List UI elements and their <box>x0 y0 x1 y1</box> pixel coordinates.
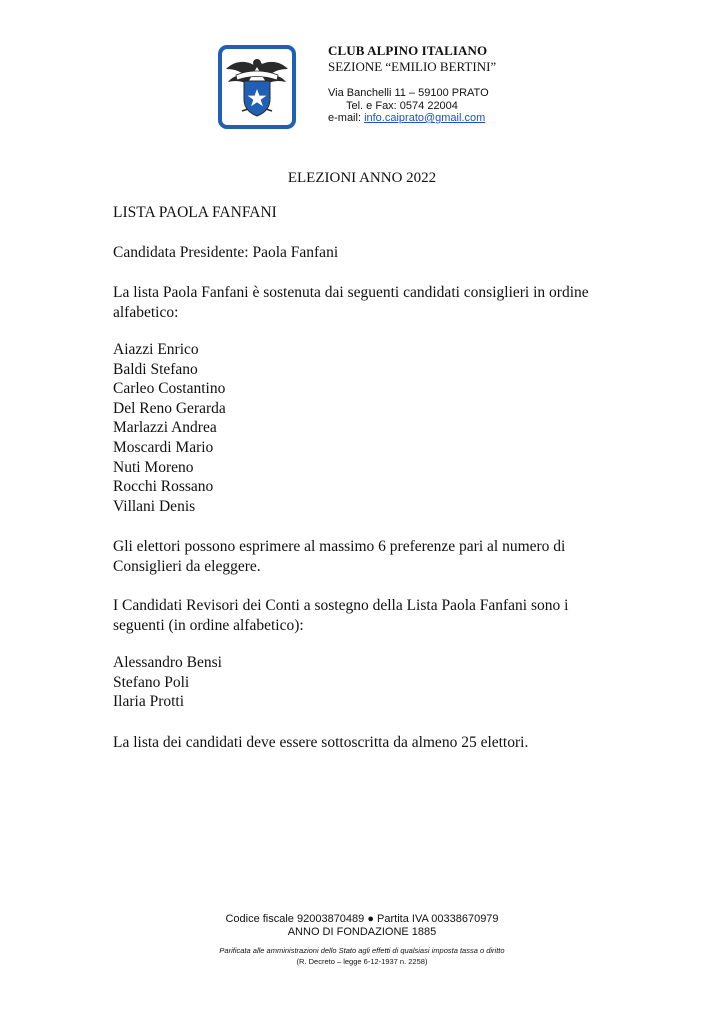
org-section: SEZIONE “EMILIO BERTINI” <box>328 59 497 74</box>
list-item: Stefano Poli <box>113 673 190 691</box>
cai-logo <box>218 45 296 129</box>
list-item: Aiazzi Enrico <box>113 341 199 358</box>
councillor-list <box>113 340 226 516</box>
list-item: Del Reno Gerarda <box>113 399 226 417</box>
document-title: ELEZIONI ANNO 2022 <box>287 170 437 186</box>
email-link[interactable]: info.caiprato@gmail.com <box>364 112 486 124</box>
intro-paragraph <box>113 283 589 323</box>
auditor-list <box>113 653 222 712</box>
footer-foundation: ANNO DI FONDAZIONE 1885 <box>287 926 437 938</box>
email-line <box>328 112 485 124</box>
preferences-paragraph <box>113 537 565 577</box>
list-item: Villani Denis <box>113 497 196 515</box>
footer-legal-line-1: Parificata alle amministrazioni dello Stato agli effetti di qualsiasi imposta tassa o diritto <box>219 946 505 955</box>
footer-tax-info: Codice fiscale 92003870489 ● Partita IVA 00338670979 <box>225 913 499 925</box>
list-item: Moscardi Mario <box>113 438 214 456</box>
preferences-line-1: Gli elettori possono esprimere al massimo 6 preferenze pari al numero di <box>113 538 566 555</box>
auditors-intro-paragraph <box>113 596 568 636</box>
list-item: Marlazzi Andrea <box>113 419 217 437</box>
closing-note: La lista dei candidati deve essere sottoscritta da almeno 25 elettori. <box>113 734 529 751</box>
auditors-intro-line-1: I Candidati Revisori dei Conti a sostegno della Lista Paola Fanfani sono i <box>113 597 569 614</box>
list-item: Rocchi Rossano <box>113 478 214 496</box>
list-item: Carleo Costantino <box>113 380 226 398</box>
president-candidate: Candidata Presidente: Paola Fanfani <box>113 244 339 261</box>
intro-line-1: La lista Paola Fanfani è sostenuta dai seguenti candidati consiglieri in ordine <box>113 284 589 301</box>
org-name: CLUB ALPINO ITALIANO <box>328 43 488 58</box>
intro-line-2: alfabetico: <box>113 304 179 321</box>
email-label: e-mail: <box>328 112 365 124</box>
footer-legal-line-2: (R. Decreto – legge 6-12-1937 n. 2258) <box>296 957 428 966</box>
auditors-intro-line-2: seguenti (in ordine alfabetico): <box>113 617 304 634</box>
list-item: Nuti Moreno <box>113 458 194 476</box>
list-item: Ilaria Protti <box>113 693 185 711</box>
preferences-line-2: Consiglieri da eleggere. <box>113 558 261 575</box>
phone-line: Tel. e Fax: 0574 22004 <box>346 100 458 112</box>
list-item: Baldi Stefano <box>113 360 198 378</box>
list-name: LISTA PAOLA FANFANI <box>113 204 277 221</box>
list-item: Alessandro Bensi <box>113 654 222 671</box>
eagle-shield-emblem-icon <box>222 49 292 125</box>
address-line: Via Banchelli 11 – 59100 PRATO <box>328 87 489 99</box>
